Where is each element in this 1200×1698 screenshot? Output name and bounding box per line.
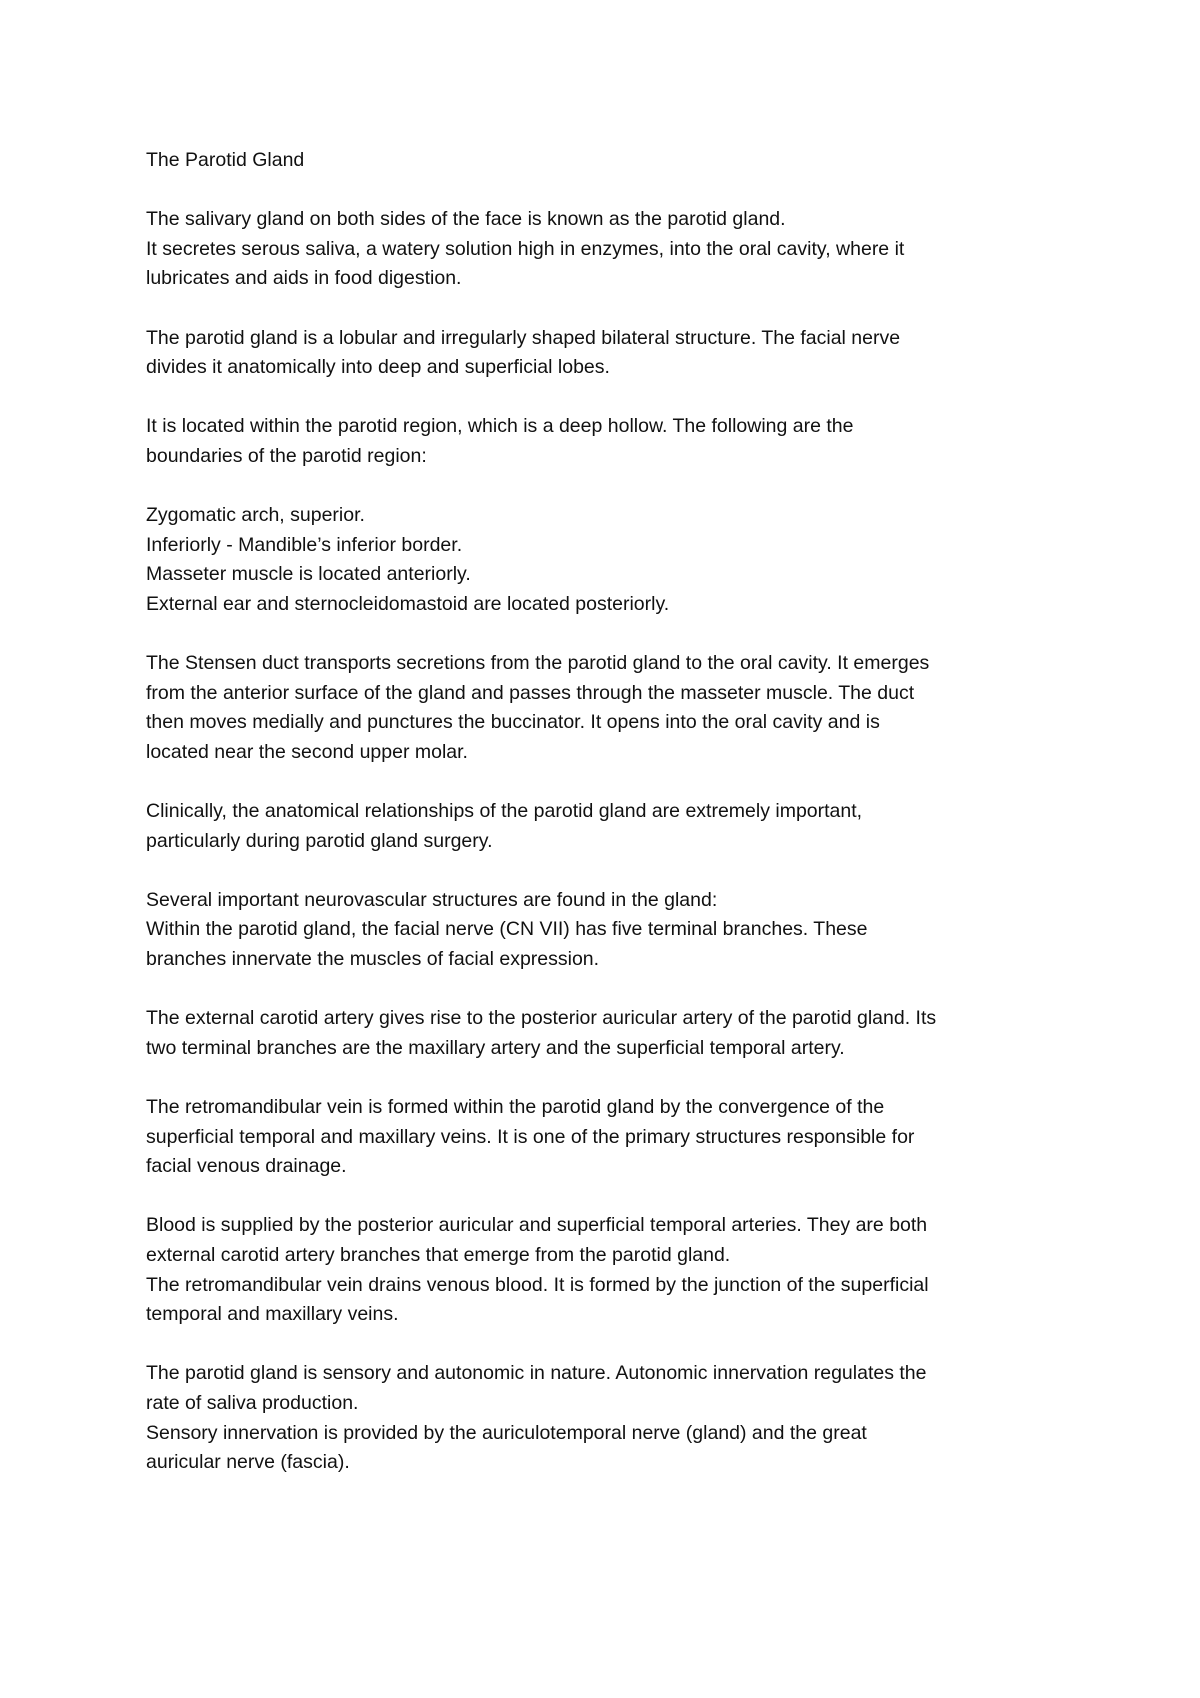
text-line: located near the second upper molar. bbox=[146, 740, 468, 763]
text-line: The Stensen duct transports secretions from the parotid gland to the oral cavity. It emerges bbox=[146, 652, 930, 675]
text-line: superficial temporal and maxillary veins. It is one of the primary structures responsible for bbox=[146, 1125, 915, 1148]
document-body bbox=[146, 205, 1076, 1478]
paragraph bbox=[146, 324, 1076, 383]
paragraph bbox=[146, 1211, 1076, 1329]
paragraph bbox=[146, 649, 1076, 767]
text-line: Sensory innervation is provided by the auriculotemporal nerve (gland) and the great bbox=[146, 1421, 867, 1444]
paragraph bbox=[146, 412, 1076, 471]
text-line: Blood is supplied by the posterior auricular and superficial temporal arteries. They are both bbox=[146, 1214, 928, 1237]
paragraph bbox=[146, 1359, 1076, 1477]
text-line: then moves medially and punctures the buccinator. It opens into the oral cavity and is bbox=[146, 711, 880, 734]
text-line: The retromandibular vein drains venous blood. It is formed by the junction of the superficial bbox=[146, 1273, 929, 1296]
text-line: The parotid gland is a lobular and irregularly shaped bilateral structure. The facial nerve bbox=[146, 326, 901, 349]
text-line: particularly during parotid gland surgery. bbox=[146, 829, 493, 852]
text-line: two terminal branches are the maxillary artery and the superficial temporal artery. bbox=[146, 1036, 845, 1059]
paragraph bbox=[146, 501, 1076, 619]
text-line: rate of saliva production. bbox=[146, 1391, 359, 1414]
text-line: divides it anatomically into deep and superficial lobes. bbox=[146, 356, 610, 379]
text-line: external carotid artery branches that emerge from the parotid gland. bbox=[146, 1243, 731, 1266]
paragraph-spacer bbox=[146, 1330, 1076, 1360]
text-line: Zygomatic arch, superior. bbox=[146, 504, 365, 527]
paragraph-spacer bbox=[146, 620, 1076, 650]
text-line: Clinically, the anatomical relationships of the parotid gland are extremely important, bbox=[146, 800, 863, 823]
text-line: facial venous drainage. bbox=[146, 1155, 347, 1178]
text-line: It secretes serous saliva, a watery solution high in enzymes, into the oral cavity, where it bbox=[146, 237, 905, 260]
paragraph-spacer bbox=[146, 975, 1076, 1005]
paragraph bbox=[146, 1004, 1076, 1063]
text-line: The parotid gland is sensory and autonomic in nature. Autonomic innervation regulates the bbox=[146, 1362, 927, 1385]
paragraph bbox=[146, 205, 1076, 294]
text-line: Within the parotid gland, the facial nerve (CN VII) has five terminal branches. These bbox=[146, 918, 868, 941]
text-line: branches innervate the muscles of facial expression. bbox=[146, 948, 600, 971]
document-page bbox=[146, 146, 1076, 1478]
paragraph-spacer bbox=[146, 472, 1076, 502]
text-line: Masseter muscle is located anteriorly. bbox=[146, 563, 471, 586]
paragraph bbox=[146, 797, 1076, 856]
text-line: from the anterior surface of the gland and passes through the masseter muscle. The duct bbox=[146, 681, 915, 704]
paragraph-spacer bbox=[146, 176, 1076, 206]
paragraph-spacer bbox=[146, 856, 1076, 886]
document-title: The Parotid Gland bbox=[146, 149, 305, 171]
paragraph-spacer bbox=[146, 1063, 1076, 1093]
text-line: lubricates and aids in food digestion. bbox=[146, 267, 462, 290]
text-line: temporal and maxillary veins. bbox=[146, 1303, 399, 1326]
text-line: External ear and sternocleidomastoid are located posteriorly. bbox=[146, 592, 670, 615]
paragraph bbox=[146, 1093, 1076, 1182]
paragraph-spacer bbox=[146, 767, 1076, 797]
text-line: Several important neurovascular structures are found in the gland: bbox=[146, 888, 718, 911]
text-line: auricular nerve (fascia). bbox=[146, 1451, 350, 1474]
text-line: It is located within the parotid region, which is a deep hollow. The following are the bbox=[146, 415, 854, 438]
paragraph-spacer bbox=[146, 294, 1076, 324]
text-line: The retromandibular vein is formed within the parotid gland by the convergence of the bbox=[146, 1096, 885, 1118]
paragraph-spacer bbox=[146, 1182, 1076, 1212]
text-line: boundaries of the parotid region: bbox=[146, 444, 427, 467]
paragraph-spacer bbox=[146, 383, 1076, 413]
text-line: Inferiorly - Mandible’s inferior border. bbox=[146, 533, 463, 556]
text-line: The salivary gland on both sides of the face is known as the parotid gland. bbox=[146, 208, 786, 231]
paragraph bbox=[146, 886, 1076, 975]
text-line: The external carotid artery gives rise to the posterior auricular artery of the parotid gland. Its bbox=[146, 1007, 937, 1030]
